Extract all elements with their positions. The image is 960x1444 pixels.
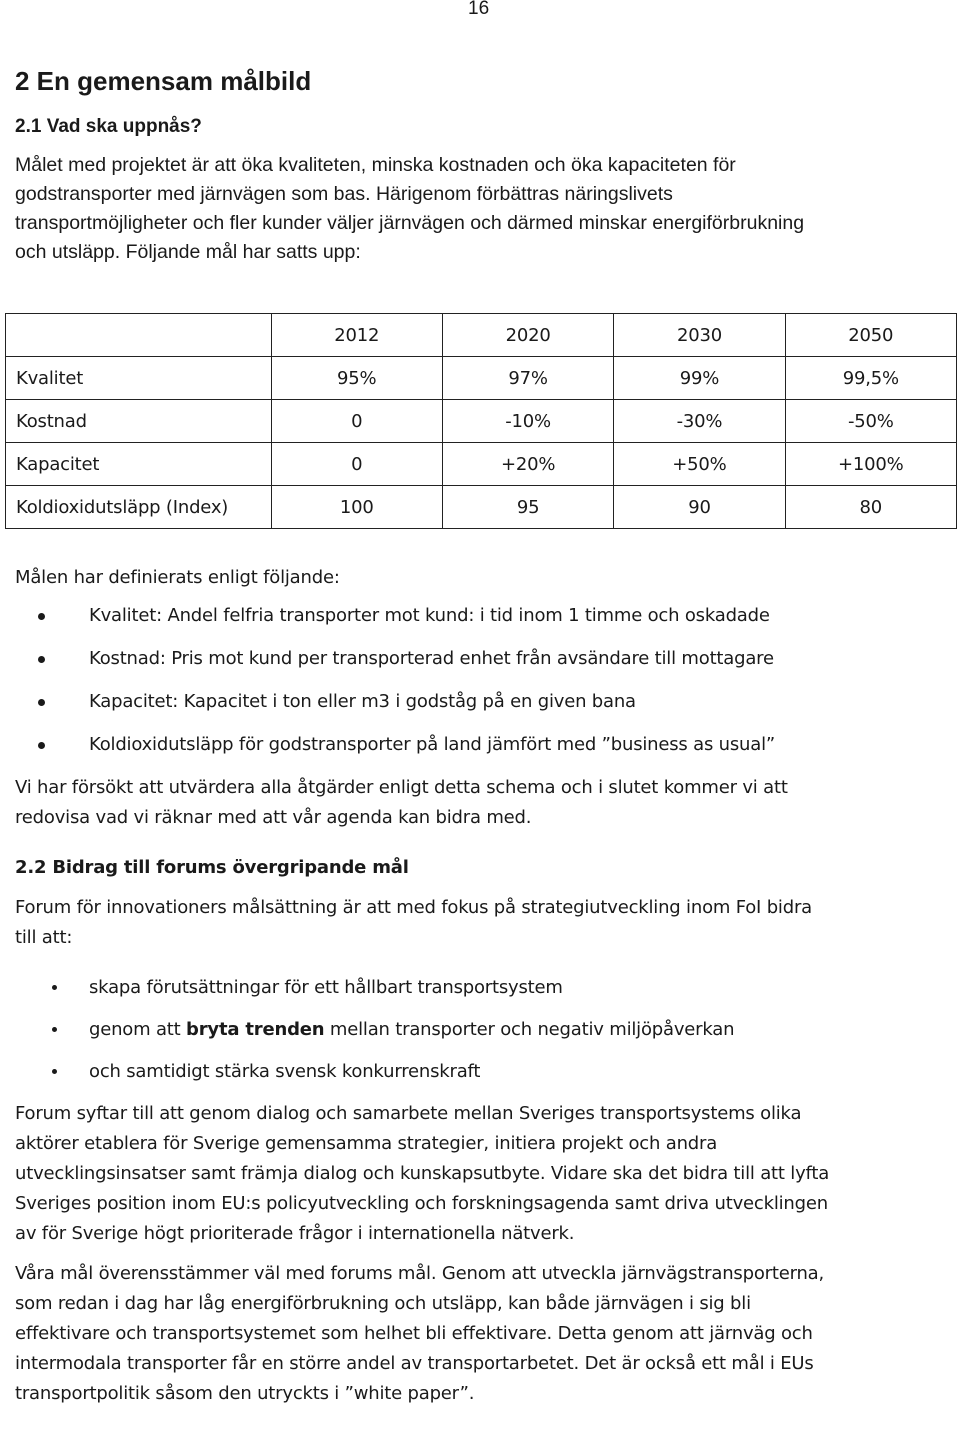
section-heading-2-2: 2.2 Bidrag till forums övergripande mål xyxy=(15,857,409,878)
table-cell: 95% xyxy=(271,357,442,400)
paragraph-line: som redan i dag har låg energiförbrukning och utsläpp, kan både järnvägen i sig bli xyxy=(15,1293,751,1314)
table-cell: 100 xyxy=(271,486,442,529)
definitions-intro: Målen har definierats enligt följande: xyxy=(15,567,340,588)
paragraph-line: av för Sverige högt prioriterade frågor i internationella nätverk. xyxy=(15,1223,575,1244)
page-number: 16 xyxy=(468,0,490,19)
table-cell: Kostnad xyxy=(6,400,272,443)
table-cell: Kvalitet xyxy=(6,357,272,400)
definitions-list xyxy=(15,601,950,759)
table-cell: Koldioxidutsläpp (Index) xyxy=(6,486,272,529)
paragraph-line: till att: xyxy=(15,927,73,948)
table-cell: 80 xyxy=(785,486,956,529)
bullet-icon xyxy=(52,1069,57,1074)
list-item xyxy=(15,687,950,716)
forum-intro-paragraph xyxy=(15,893,950,953)
list-item xyxy=(15,644,950,673)
table-cell: 0 xyxy=(271,443,442,486)
paragraph-line: Forum för innovationers målsättning är att med fokus på strategiutveckling inom FoI bidra xyxy=(15,897,812,918)
paragraph-line: aktörer etablera för Sverige gemensamma strategier, initiera projekt och andra xyxy=(15,1133,718,1154)
paragraph-line: utvecklingsinsatser samt främja dialog och kunskapsutbyte. Vidare ska det bidra till att lyfta xyxy=(15,1163,830,1184)
table-cell: 2050 xyxy=(785,314,956,357)
evaluation-paragraph xyxy=(15,773,950,833)
table-cell: -50% xyxy=(785,400,956,443)
bullet-icon xyxy=(38,699,45,706)
emphasis-text: bryta trenden xyxy=(186,1019,325,1040)
paragraph-line: Forum syftar till att genom dialog och samarbete mellan Sveriges transportsystems olika xyxy=(15,1103,802,1124)
forum-purpose-paragraph xyxy=(15,1099,950,1249)
closing-paragraph xyxy=(15,1259,950,1409)
intro-line: godstransporter med järnvägen som bas. Härigenom förbättras näringslivets xyxy=(15,183,673,205)
table-cell: 2030 xyxy=(614,314,785,357)
paragraph-line: effektivare och transportsystemet som helhet bli effektivare. Detta genom att järnväg och xyxy=(15,1323,813,1344)
paragraph-line: redovisa vad vi räknar med att vår agenda kan bidra med. xyxy=(15,807,532,828)
table-cell: Kapacitet xyxy=(6,443,272,486)
table-cell: 95 xyxy=(442,486,613,529)
list-item-text: skapa förutsättningar för ett hållbart transportsystem xyxy=(89,977,563,998)
intro-line: transportmöjligheter och fler kunder väljer järnvägen och därmed minskar energiförbrukning xyxy=(15,212,805,234)
list-item-text: Kvalitet: Andel felfria transporter mot kund: i tid inom 1 timme och oskadade xyxy=(89,605,770,626)
table-row xyxy=(6,357,957,400)
paragraph-line: Sveriges position inom EU:s policyutveckling och forskningsagenda samt driva utvecklingen xyxy=(15,1193,828,1214)
table-cell: 97% xyxy=(442,357,613,400)
table-cell: 99% xyxy=(614,357,785,400)
bullet-icon xyxy=(38,656,45,663)
list-item-text: Koldioxidutsläpp för godstransporter på land jämfört med ”business as usual” xyxy=(89,734,776,755)
list-item-text: Kostnad: Pris mot kund per transporterad enhet från avsändare till mottagare xyxy=(89,648,774,669)
paragraph-line: Vi har försökt att utvärdera alla åtgärder enligt detta schema och i slutet kommer vi att xyxy=(15,777,788,798)
bullet-icon xyxy=(52,1027,57,1032)
list-item xyxy=(15,1057,950,1086)
table-cell: +20% xyxy=(442,443,613,486)
table-cell: -10% xyxy=(442,400,613,443)
table-cell: 2012 xyxy=(271,314,442,357)
table-cell: 0 xyxy=(271,400,442,443)
intro-line: Målet med projektet är att öka kvaliteten, minska kostnaden och öka kapaciteten för xyxy=(15,154,736,176)
table-row xyxy=(6,400,957,443)
bullet-icon xyxy=(38,613,45,620)
list-item xyxy=(15,973,950,1002)
bullet-icon xyxy=(38,742,45,749)
paragraph-line: transportpolitik såsom den utryckts i ”white paper”. xyxy=(15,1383,475,1404)
intro-paragraph xyxy=(15,151,950,267)
list-item-text: Kapacitet: Kapacitet i ton eller m3 i godståg på en given bana xyxy=(89,691,636,712)
list-item-text-pre: genom att xyxy=(89,1019,187,1040)
table-header-row xyxy=(6,314,957,357)
list-item xyxy=(15,1015,950,1044)
contribution-list xyxy=(15,973,950,1086)
bullet-icon xyxy=(52,985,57,990)
list-item xyxy=(15,601,950,630)
table-row xyxy=(6,443,957,486)
intro-line: och utsläpp. Följande mål har satts upp: xyxy=(15,241,361,263)
table-row xyxy=(6,486,957,529)
goals-table xyxy=(5,313,957,529)
list-item-text: och samtidigt stärka svensk konkurrenskraft xyxy=(89,1061,481,1082)
table-cell: 99,5% xyxy=(785,357,956,400)
table-cell: -30% xyxy=(614,400,785,443)
table-cell: 90 xyxy=(614,486,785,529)
table-cell: 2020 xyxy=(442,314,613,357)
table-cell: +100% xyxy=(785,443,956,486)
table-cell: +50% xyxy=(614,443,785,486)
chapter-heading: 2 En gemensam målbild xyxy=(15,66,312,96)
paragraph-line: Våra mål överensstämmer väl med forums mål. Genom att utveckla järnvägstransporterna, xyxy=(15,1263,825,1284)
section-heading-2-1: 2.1 Vad ska uppnås? xyxy=(15,116,202,137)
table-cell xyxy=(6,314,272,357)
paragraph-line: intermodala transporter får en större andel av transportarbetet. Det är också ett mål i EUs xyxy=(15,1353,814,1374)
document-body xyxy=(15,64,950,1409)
list-item xyxy=(15,730,950,759)
list-item-text-post: mellan transporter och negativ miljöpåverkan xyxy=(324,1019,735,1040)
